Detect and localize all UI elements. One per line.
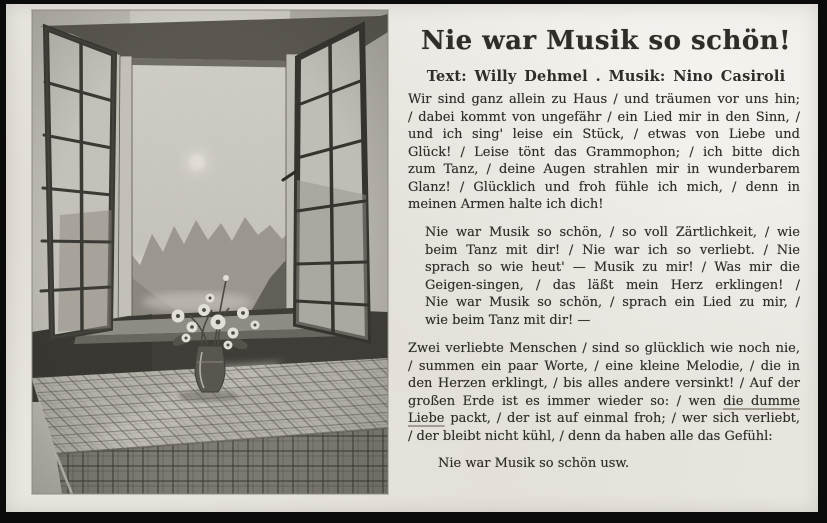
lyric-line: / summen ein paar Worte, / eine kleine Melodie, / die in bbox=[408, 358, 800, 374]
lyric-line: sprach so wie heut' — Musik zu mir! / Was mir die bbox=[425, 260, 800, 275]
lyric-line: den Herzen erklingt, / bis alles andere versinkt! / Auf der bbox=[408, 376, 800, 391]
refrain bbox=[408, 224, 800, 329]
lyric-line: großen Erde ist es immer wieder so: / wen die dumme bbox=[408, 393, 800, 409]
verse-2 bbox=[408, 340, 800, 445]
lyric-line: wie beim Tanz mit dir! — bbox=[425, 312, 591, 328]
lyric-line: zum Tanz, / deine Augen strahlen mir in wunderbarem bbox=[408, 162, 800, 177]
postcard bbox=[6, 4, 818, 512]
lyric-line: beim Tanz mit dir! / Nie war ich so verliebt. / Nie bbox=[425, 242, 800, 258]
outro-line: Nie war Musik so schön usw. bbox=[438, 456, 630, 471]
lyric-line: Zwei verliebte Menschen / sind so glücklich wie noch nie, bbox=[408, 341, 800, 356]
window-photo bbox=[32, 10, 388, 494]
lyric-line: Liebe packt, / der ist auf einmal froh; / wer sich verliebt, bbox=[408, 411, 800, 426]
verse-1 bbox=[408, 91, 800, 214]
song-title: Nie war Musik so schön! bbox=[420, 26, 792, 56]
lyric-line: Wir sind ganz allein zu Haus / und träumen vor uns hin; bbox=[408, 92, 800, 107]
lyric-line: Nie war Musik so schön, / so voll Zärtlichkeit, / wie bbox=[425, 225, 800, 240]
credits-line: Text: Willy Dehmel . Musik: Nino Casiroli bbox=[426, 68, 786, 85]
lyric-line: / der bleibt nicht kühl, / denn da haben alle das Gefühl: bbox=[408, 428, 773, 444]
lyric-line: meinen Armen halte ich dich! bbox=[408, 197, 604, 212]
lyric-line: und ich sing' leise ein Stück, / etwas von Liebe und bbox=[408, 127, 800, 142]
lyric-line: Nie war Musik so schön, / sprach ein Lied zu mir, / bbox=[425, 295, 800, 310]
lyric-line: / dabei kommt von ungefähr / ein Lied mir in den Sinn, / bbox=[408, 109, 800, 125]
vignette bbox=[32, 10, 388, 494]
lyrics-column bbox=[408, 4, 804, 512]
lyric-line: Glück! / Leise tönt das Grammophon; / ich bitte dich bbox=[408, 144, 800, 160]
lyric-line: Glanz! / Glücklich und froh fühle ich mich, / denn in bbox=[408, 179, 800, 195]
lyric-line: Geigen-singen, / das läßt mein Herz erklingen! / bbox=[425, 277, 800, 293]
